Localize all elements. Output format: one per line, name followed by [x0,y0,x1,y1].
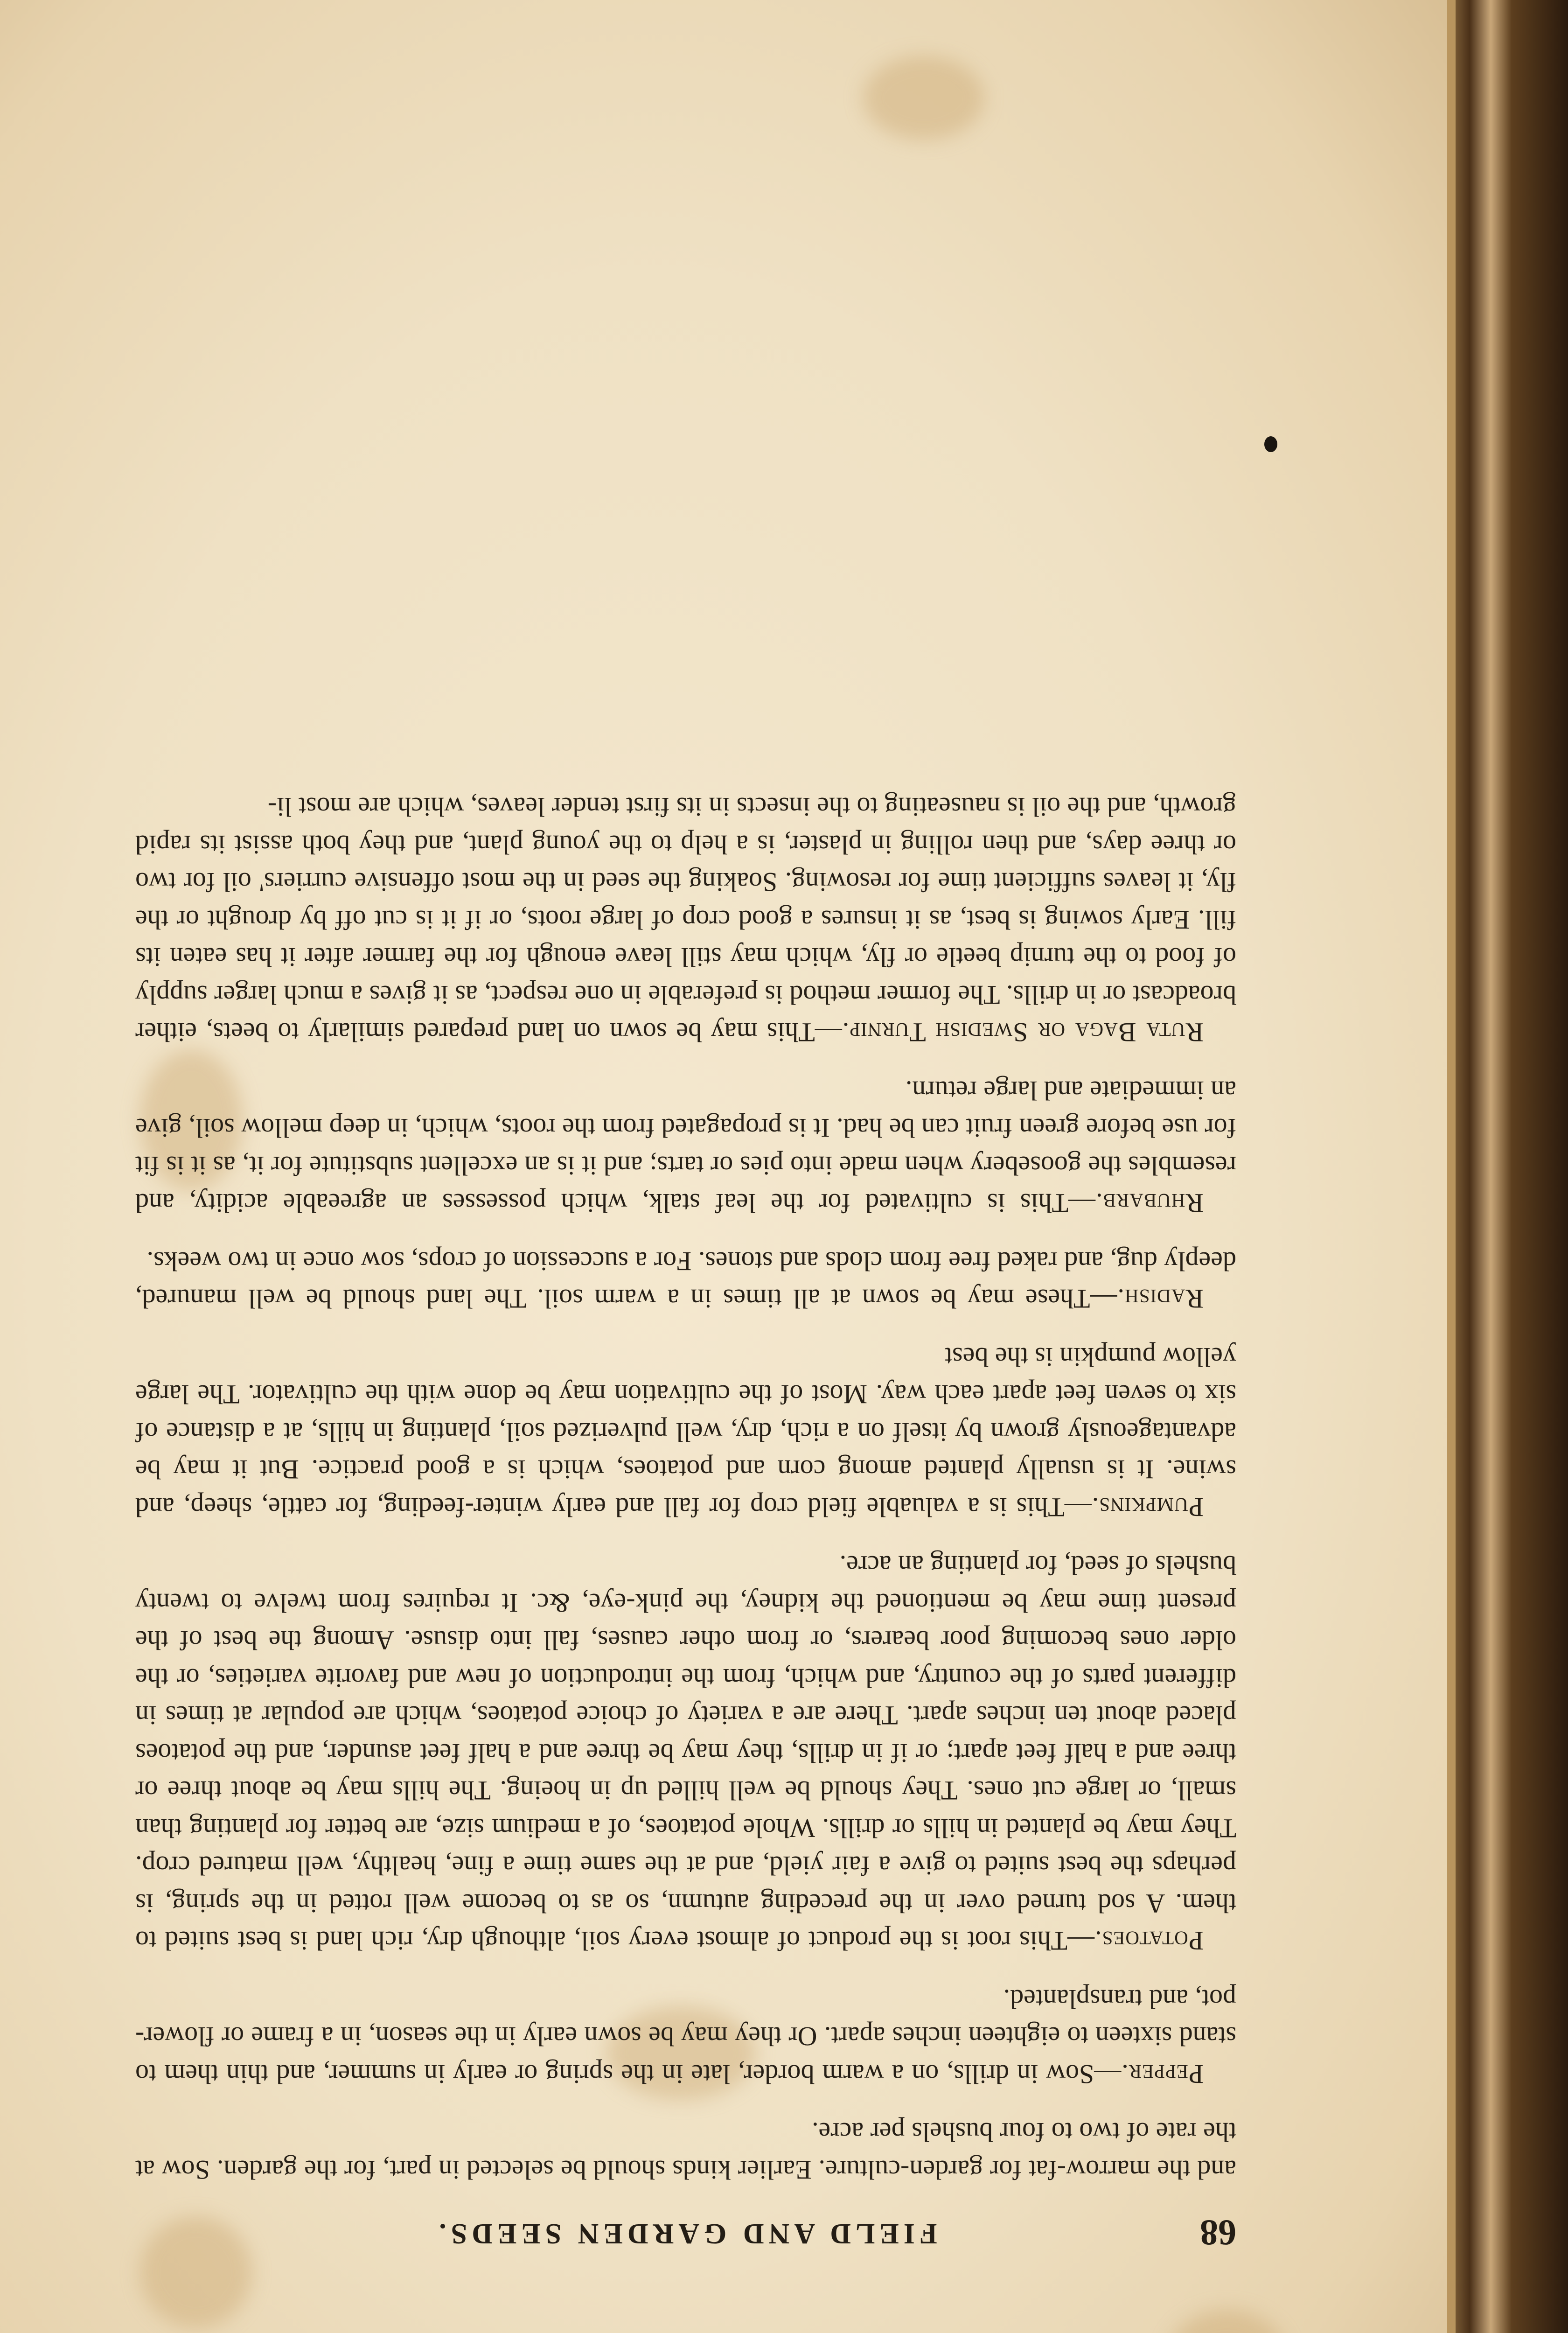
entry-term: Potatoes. [1094,1926,1204,1956]
entry-term: Ruta Baga or Swedish Turnip. [842,1017,1204,1048]
paragraph-marrow-fat: and the marrow-fat for garden-culture. Earlier kinds should be selected in part, for the garden. Sow at the rate of two to four bushels per acre. [135,2117,1236,2185]
body-text [135,369,1236,2188]
entry-term: Rhubarb. [1095,1188,1204,1219]
paragraph-pumpkins: Pumpkins.—This is a valuable field crop for fall and early winter-feeding, for cattle, sheep, and swine. It is usually planted among corn and potatoes, which is a good practice. But it may be advantageously grown by itself on a rich, dry, well pulverized soil, planting in hills, at a distance of six to seven feet apart each way. Most of the cultivation may be done with the cultivator. The large yellow pumpkin is the best [135,1342,1236,1523]
entry-term: Radish. [1117,1284,1204,1314]
page-number: 68 [1200,2213,1236,2253]
header-title: FIELD AND GARDEN SEEDS. [434,2218,937,2249]
paragraph-pepper: Pepper.—Sow in drills, on a warm border, late in the spring or early in summer, and thin them to stand sixteen to eighteen inches apart. Or they may be sown early in the season, in a frame or flower-pot, and transplanted. [135,1984,1236,2089]
paragraph-ruta-baga: Ruta Baga or Swedish Turnip.—This may be sown on land prepared similarly to beets, either broadcast or in drills. The former method is preferable in one respect, as it gives a much larger supply of food to the turnip beetle or fly, which may still leave enough for the farmer after it has eaten its fill. Early sowing is best, as it insures a good crop of large roots, or if it is cut off by drought or the fly, it leaves sufficient time for resowing. Soaking the seed in the most offensive curriers' oil for two or three days, and then rolling in plaster, is a help to the young plant, and they both assist its rapid growth, and the oil is nauseating to the insects in its first tender leaves, which are most li- [135,792,1236,1048]
entry-term: Pumpkins. [1091,1492,1204,1523]
paragraph-rhubarb: Rhubarb.—This is cultivated for the leaf stalk, which possesses an agreeable acidity, and resembles the goosebery when made into pies or tarts; and it is an excellent substitute for it, as it is fit for use before green fruit can be had. It is propagated from the roots, which, in deep mellow soil, give an immediate and large return. [135,1076,1236,1219]
paragraph-potatoes: Potatoes.—This root is the product of almost every soil, although dry, rich land is best suited to them. A sod turned over in the preceding autumn, so as to become well rotted in the spring, is perhaps the best suited to give a fair yield, and at the same time a fine, healthy, well matured crop. They may be planted in hills or drills. Whole potatoes, of a medium size, are better for planting than small, or large cut ones. They should be well hilled up in hoeing. The hills may be about three or three and a half feet apart; or if in drills, they may be three and a half feet asunder, and the potatoes placed about ten inches apart. There are a variety of choice potatoes, which are popular at times in different parts of the country, and which, from the introduction of new and favorite varieties, or the older ones becoming poor bearers, or from other causes, fall into disuse. Among the best of the present time may be mentioned the kidney, the pink-eye, &c. It requires from twelve to twenty bushels of seed, for planting an acre. [135,1550,1236,1956]
entry-term: Pepper. [1121,2059,1204,2089]
running-head [135,2212,1236,2254]
paragraph-radish: Radish.—These may be sown at all times in a warm soil. The land should be well manured, deeply dug, and raked free from clods and stones. For a succession of crops, sow once in two weeks. [135,1246,1236,1314]
